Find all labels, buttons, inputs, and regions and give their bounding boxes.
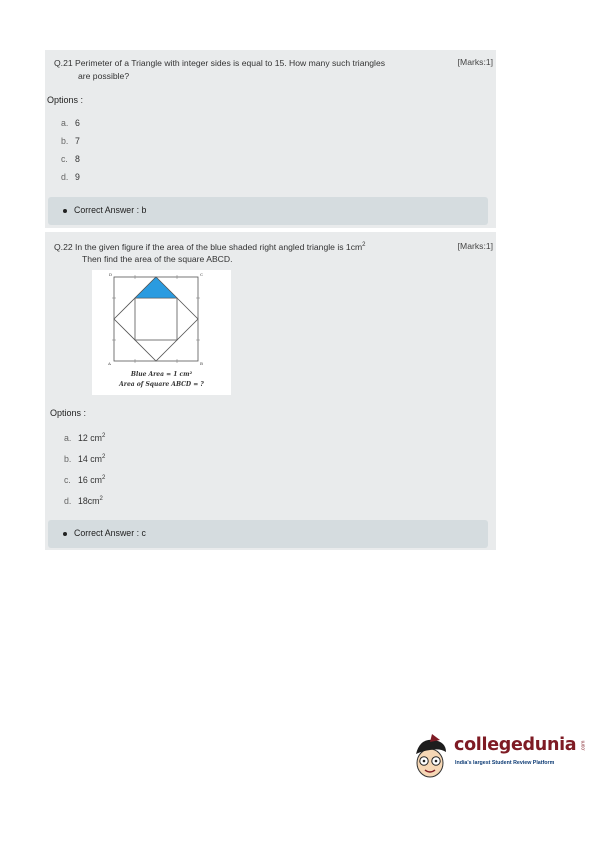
option-letter: a. xyxy=(61,118,69,128)
option-value: 6 xyxy=(75,118,80,128)
bullet-icon xyxy=(63,209,67,213)
superscript: 2 xyxy=(99,496,103,503)
option-value: 18cm xyxy=(78,496,100,506)
question-text-line2: are possible? xyxy=(78,70,130,81)
option-b xyxy=(64,454,105,464)
option-value: 8 xyxy=(75,154,80,164)
option-b xyxy=(61,136,80,146)
option-d xyxy=(61,172,80,182)
question-number: Q.22 xyxy=(54,241,73,252)
option-letter: c. xyxy=(64,475,71,485)
square-figure xyxy=(92,270,231,395)
correct-answer-bar xyxy=(48,197,488,225)
option-letter: c. xyxy=(61,154,68,164)
marks-label: [Marks:1] xyxy=(457,241,493,251)
option-value: 14 cm xyxy=(78,454,102,464)
label-a: A xyxy=(108,361,111,366)
figure-caption-1: Blue Area = 1 cm² xyxy=(130,371,193,378)
superscript: 2 xyxy=(101,475,106,482)
question-22-text xyxy=(54,239,444,266)
correct-answer-text: Correct Answer : c xyxy=(74,528,146,538)
correct-answer-text: Correct Answer : b xyxy=(74,205,147,215)
option-value: 9 xyxy=(75,172,80,182)
blue-shaded-triangle xyxy=(135,277,177,298)
question-22-block xyxy=(45,232,496,550)
option-value: 16 cm xyxy=(78,475,102,485)
question-text-line2: Then find the area of the square ABCD. xyxy=(82,254,233,265)
label-b: B xyxy=(200,361,203,366)
mascot-logo-icon xyxy=(410,730,452,780)
bullet-icon xyxy=(63,532,67,536)
question-number: Q.21 xyxy=(54,58,73,68)
option-a xyxy=(64,433,105,443)
option-value: 7 xyxy=(75,136,80,146)
option-letter: d. xyxy=(64,496,72,506)
brand-name: collegedunia xyxy=(454,735,577,755)
option-letter: d. xyxy=(61,172,69,182)
option-letter: b. xyxy=(61,136,69,146)
options-label: Options : xyxy=(50,408,87,418)
marks-label: [Marks:1] xyxy=(457,57,493,67)
option-c xyxy=(61,154,80,164)
correct-answer-bar xyxy=(48,520,488,548)
option-d xyxy=(64,496,103,506)
question-text-line1: Perimeter of a Triangle with integer sides is equal to 15. How many such triangles xyxy=(75,58,386,68)
superscript: 2 xyxy=(101,433,106,440)
option-value: 12 cm xyxy=(78,433,102,443)
question-21-block xyxy=(45,50,496,228)
option-letter: b. xyxy=(64,454,72,464)
figure-caption-2: Area of Square ABCD = ? xyxy=(119,381,204,388)
question-21-text xyxy=(54,57,454,82)
label-c: C xyxy=(200,272,204,277)
brand-tagline: India's largest Student Review Platform xyxy=(455,760,555,766)
question-text-line1: In the given figure if the area of the blue shaded right angled triangle is 1cm xyxy=(75,241,363,252)
label-d: D xyxy=(109,272,113,277)
option-letter: a. xyxy=(64,433,72,443)
superscript: 2 xyxy=(101,454,106,461)
option-c xyxy=(64,475,105,485)
option-a xyxy=(61,118,80,128)
brand-suffix: .com xyxy=(580,740,587,752)
superscript: 2 xyxy=(362,242,366,248)
options-label: Options : xyxy=(47,95,84,105)
